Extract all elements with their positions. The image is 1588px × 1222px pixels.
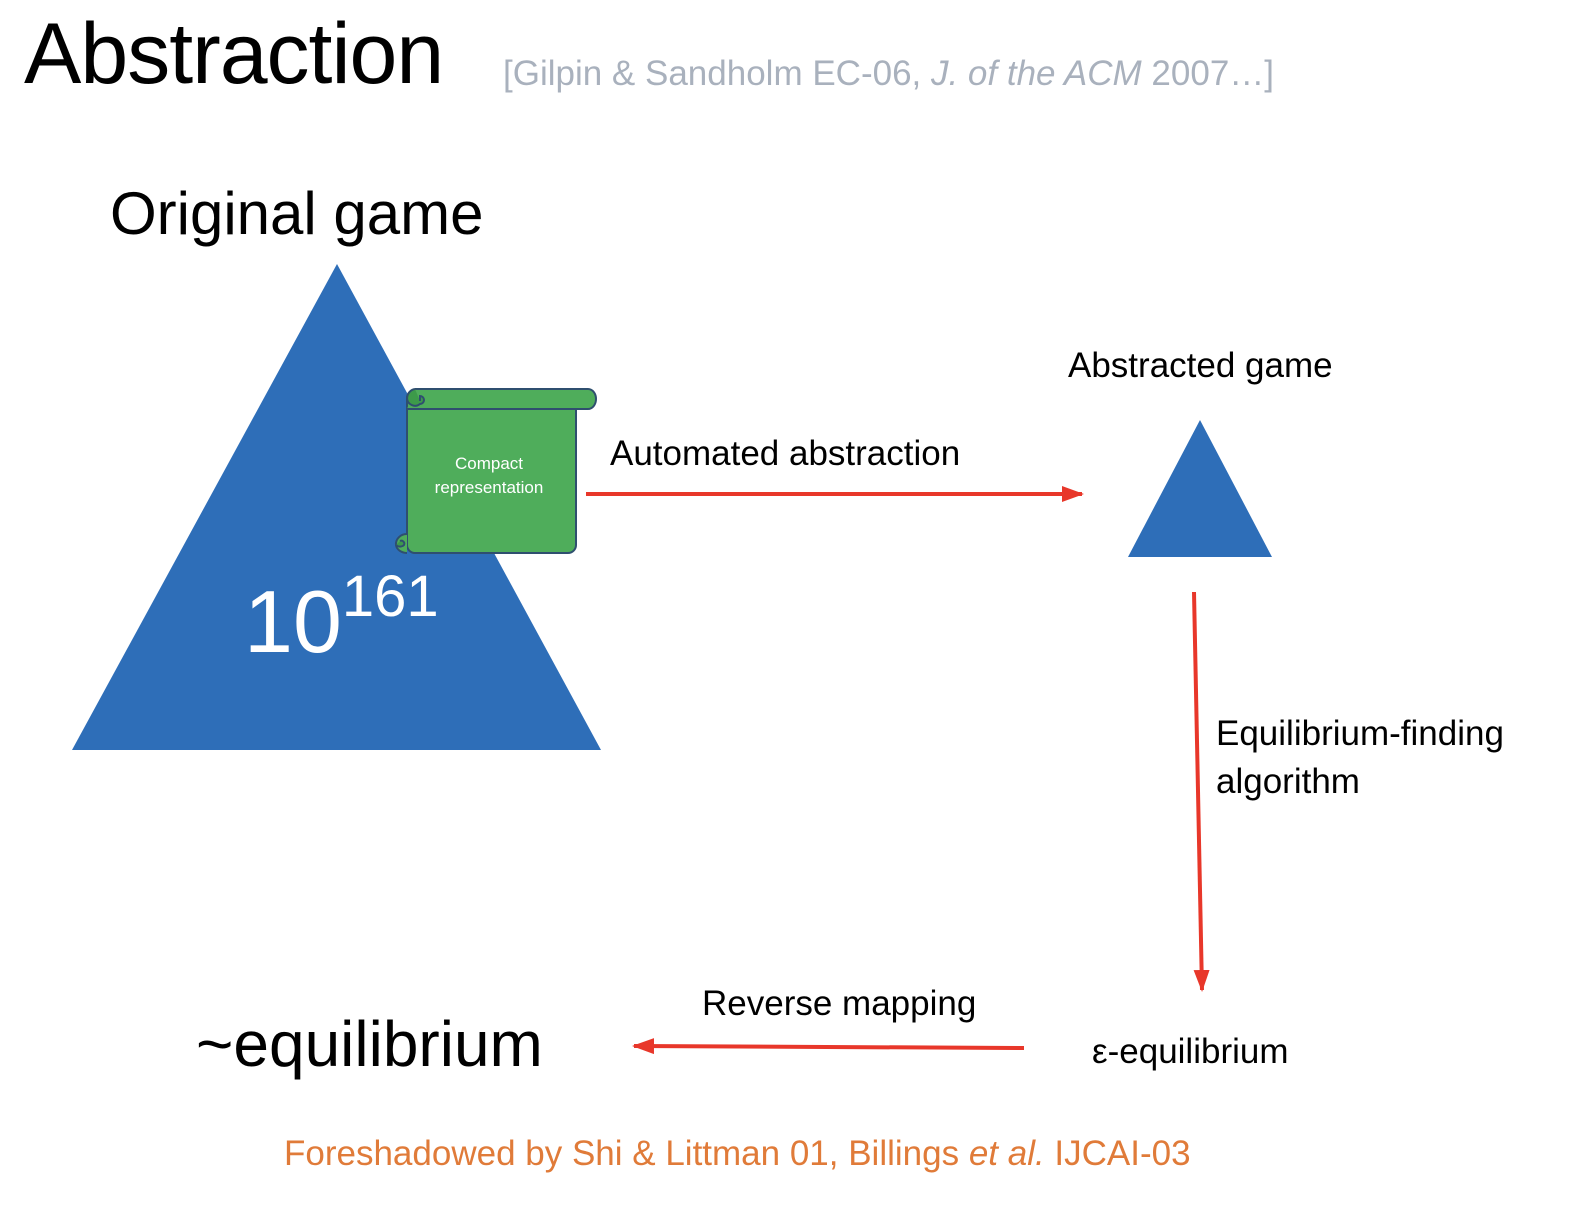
equilibrium-finding-label: [1216, 710, 1566, 806]
abstracted-game-label: Abstracted game: [1068, 346, 1333, 385]
game-size-exponent: 161: [341, 564, 439, 629]
original-game-label: Original game: [110, 180, 484, 247]
citation-prefix: [Gilpin & Sandholm EC-06,: [503, 54, 931, 93]
footnote: [284, 1132, 1191, 1176]
abstracted-game-triangle: [1128, 420, 1272, 557]
footnote-italic: et al.: [968, 1134, 1045, 1173]
footnote-suffix: IJCAI-03: [1044, 1134, 1191, 1173]
footnote-prefix: Foreshadowed by Shi & Littman 01, Billings: [284, 1134, 969, 1173]
compact-representation-line1: Compact: [454, 454, 524, 473]
epsilon-equilibrium-label: ε-equilibrium: [1092, 1032, 1289, 1071]
equilibrium-finding-line1: Equilibrium-finding: [1216, 714, 1504, 753]
equilibrium-finding-arrow: [1194, 592, 1202, 990]
compact-representation-line2: representation: [434, 478, 544, 497]
reverse-mapping-arrow: [634, 1046, 1024, 1048]
equilibrium-finding-line2: algorithm: [1216, 762, 1360, 801]
compact-representation-label: [408, 452, 570, 500]
game-size-label: [244, 564, 439, 672]
reverse-mapping-label: Reverse mapping: [702, 984, 977, 1023]
slide-title: Abstraction: [24, 6, 444, 102]
citation-journal: J. of the ACM: [930, 54, 1142, 93]
citation-suffix: 2007…]: [1141, 54, 1275, 93]
approx-equilibrium-label: ~equilibrium: [196, 1008, 543, 1080]
game-size-base: 10: [244, 572, 342, 671]
automated-abstraction-label: Automated abstraction: [610, 434, 961, 473]
